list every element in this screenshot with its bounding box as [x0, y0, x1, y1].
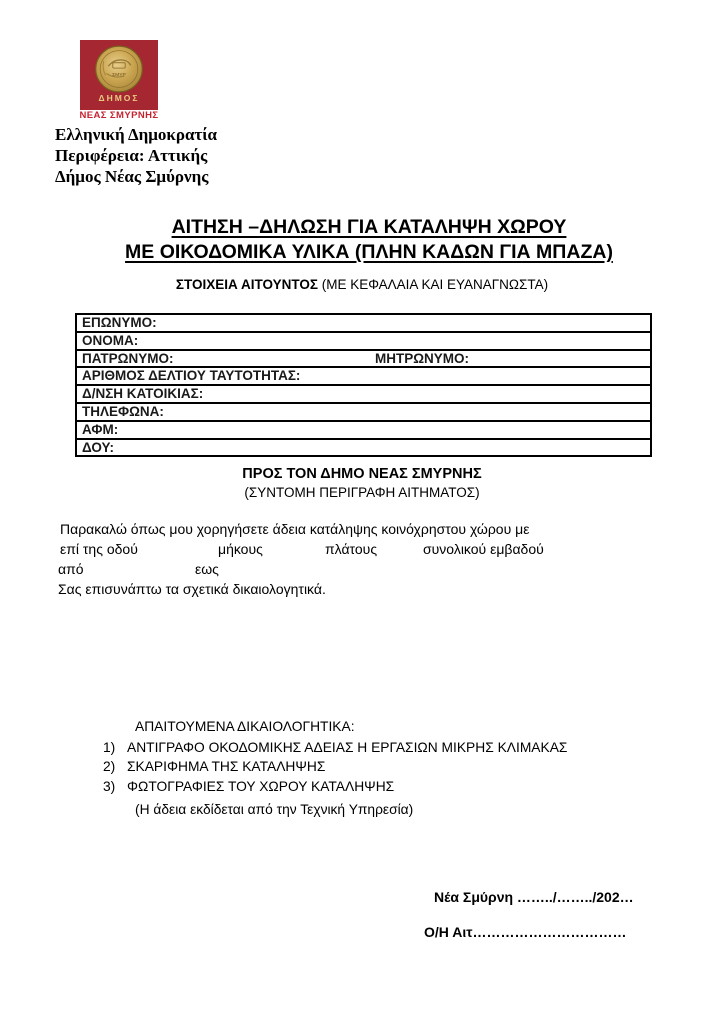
form-title-line2: ΜΕ ΟΙΚΟΔΟΜΙΚΑ ΥΛΙΚΑ (ΠΛΗΝ ΚΑΔΩΝ ΓΙΑ ΜΠΑΖΑ) [125, 241, 613, 263]
request-line-2 [58, 539, 658, 559]
table-row-firstname [76, 332, 651, 350]
field-label-afm: ΑΦΜ: [82, 421, 119, 437]
requirements-list [103, 738, 567, 796]
letterhead-region: Περιφέρεια: Αττικής [55, 146, 208, 165]
requirement-item-3: 3) ΦΩΤΟΓΡΑΦΙΕΣ ΤΟΥ ΧΩΡΟΥ ΚΑΤΑΛΗΨΗΣ [103, 778, 395, 794]
field-label-doy: ΔΟΥ: [82, 439, 114, 455]
logo-emblem-text: ΔΗΜΟΣ [98, 93, 140, 103]
request-paragraph [58, 519, 658, 599]
applicant-section-heading [0, 277, 724, 292]
field-label-firstname: ΟΝΟΜΑ: [82, 332, 139, 348]
requirement-item-2: 2) ΣΚΑΡΙΦΗΜΑ ΤΗΣ ΚΑΤΑΛΗΨΗΣ [103, 759, 326, 775]
request-length-label: μήκους [218, 541, 263, 557]
request-line-4: Σας επισυνάπτω τα σχετικά δικαιολογητικά. [58, 581, 326, 597]
municipal-seal-icon [92, 43, 146, 95]
municipality-logo [80, 40, 158, 110]
letterhead-municipality: Δήμος Νέας Σμύρνης [55, 167, 209, 186]
form-title [0, 215, 724, 265]
applicant-section-heading-bold: ΣΤΟΙΧΕΙΑ ΑΙΤΟΥΝΤΟΣ [175, 277, 319, 292]
table-row-surname [76, 314, 651, 332]
field-label-id-number: ΑΡΙΘΜΟΣ ΔΕΛΤΙΟΥ ΤΑΥΤΟΤΗΤΑΣ: [82, 368, 301, 384]
letterhead-republic: Ελληνική Δημοκρατία [55, 125, 218, 144]
issuing-authority-note: (Η άδεια εκδίδεται από την Τεχνική Υπηρεσία) [135, 802, 414, 817]
form-title-line1: ΑΙΤΗΣΗ –ΔΗΛΩΣΗ ΓΙΑ ΚΑΤΑΛΗΨΗ ΧΩΡΟΥ [171, 216, 567, 238]
table-row-afm [76, 421, 651, 439]
table-row-parents [76, 350, 651, 368]
request-to-label: εως [195, 561, 219, 577]
request-line-1: Παρακαλώ όπως μου χορηγήσετε άδεια κατάληψης κοινόχρηστου χώρου με [60, 521, 530, 537]
table-row-phones [76, 403, 651, 421]
applicant-table [75, 313, 652, 457]
requirement-item-1: 1) ΑΝΤΙΓΡΑΦΟ ΟΚΟΔΟΜΙΚΗΣ ΑΔΕΙΑΣ Η ΕΡΓΑΣΙΩΝ ΜΙΚΡΗΣ ΚΛΙΜΑΚΑΣ [103, 740, 568, 755]
recipient-subheading: (ΣΥΝΤΟΜΗ ΠΕΡΙΓΡΑΦΗ ΑΙΤΗΜΑΤΟΣ) [244, 485, 480, 500]
request-width-label: πλάτους [325, 541, 378, 557]
applicant-section-heading-note: (ΜΕ ΚΕΦΑΛΑΙΑ ΚΑΙ ΕΥΑΝΑΓΝΩΣΤΑ) [318, 277, 549, 292]
date-line: Νέα Σμύρνη ……../……../202… [434, 889, 634, 905]
field-label-surname: ΕΠΩΝΥΜΟ: [82, 315, 157, 330]
letterhead [55, 124, 217, 187]
field-label-phones: ΤΗΛΕΦΩΝΑ: [82, 403, 164, 419]
table-row-address [76, 385, 651, 403]
request-line-3 [58, 559, 658, 579]
request-street-label: επί της οδού [60, 541, 138, 557]
table-row-id-number [76, 367, 651, 385]
svg-text:ΣΜΥΡ: ΣΜΥΡ [112, 73, 126, 79]
table-row-doy [76, 439, 651, 457]
logo-caption: ΝΕΑΣ ΣΜΥΡΝΗΣ [79, 110, 159, 121]
request-area-label: συνολικού εμβαδού [423, 541, 544, 557]
requirements-heading: ΑΠΑΙΤΟΥΜΕΝΑ ΔΙΚΑΙΟΛΟΓΗΤΙΚΑ: [135, 719, 355, 734]
field-label-mother-name: ΜΗΤΡΩΝΥΜΟ: [374, 350, 470, 366]
recipient-heading: ΠΡΟΣ ΤΟΝ ΔΗΜΟ ΝΕΑΣ ΣΜΥΡΝΗΣ [242, 466, 482, 482]
field-label-father-name: ΠΑΤΡΩΝΥΜΟ: [82, 350, 174, 366]
request-from-label: από [58, 561, 84, 577]
field-label-address: Δ/ΝΣΗ ΚΑΤΟΙΚΙΑΣ: [82, 386, 204, 402]
signature-line: Ο/Η Αιτ…………………………… [424, 924, 627, 940]
